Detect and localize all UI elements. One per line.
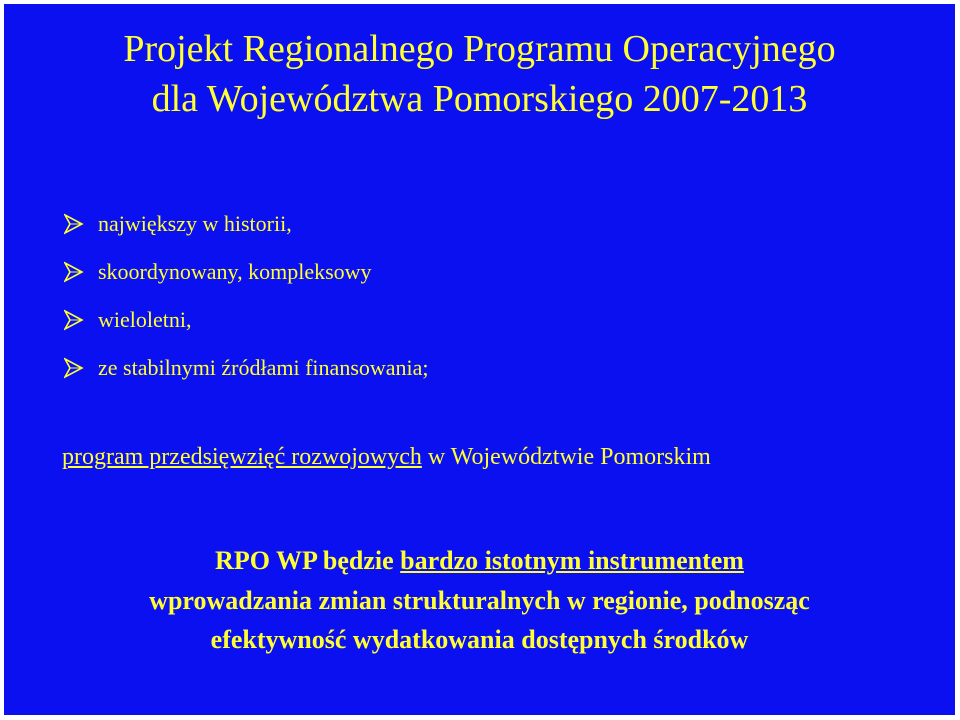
bullet-list (64, 200, 429, 392)
program-description (62, 444, 711, 471)
slide-title-line-1: Projekt Regionalnego Programu Operacyjnego (123, 28, 836, 70)
arrow-bullet-icon (64, 260, 84, 284)
rpo-statement-line-2: wprowadzania zmian strukturalnych w regionie, podnosząc (149, 586, 810, 615)
rpo-statement-line-3: efektywność wydatkowania dostępnych środków (210, 625, 749, 654)
bullet-item (64, 344, 429, 392)
bullet-item (64, 296, 429, 344)
program-underlined-text: program przedsięwzięć rozwojowych (62, 444, 422, 470)
bullet-item (64, 200, 429, 248)
bullet-item (64, 248, 429, 296)
arrow-bullet-icon (64, 308, 84, 332)
rpo-statement-line-1 (4, 541, 955, 581)
bullet-text: ze stabilnymi źródłami finansowania; (98, 355, 429, 380)
rpo-prefix-text: RPO WP będzie (215, 546, 401, 575)
bullet-text: wieloletni, (98, 307, 192, 332)
arrow-bullet-icon (64, 356, 84, 380)
rpo-underlined-text: bardzo istotnym instrumentem (400, 546, 744, 575)
bullet-text: największy w historii, (98, 211, 292, 236)
slide (4, 4, 955, 715)
arrow-bullet-icon (64, 212, 84, 236)
slide-title-line-2: dla Województwa Pomorskiego 2007-2013 (151, 78, 808, 120)
bullet-text: skoordynowany, kompleksowy (98, 259, 372, 284)
program-rest-text: w Województwie Pomorskim (421, 444, 711, 470)
